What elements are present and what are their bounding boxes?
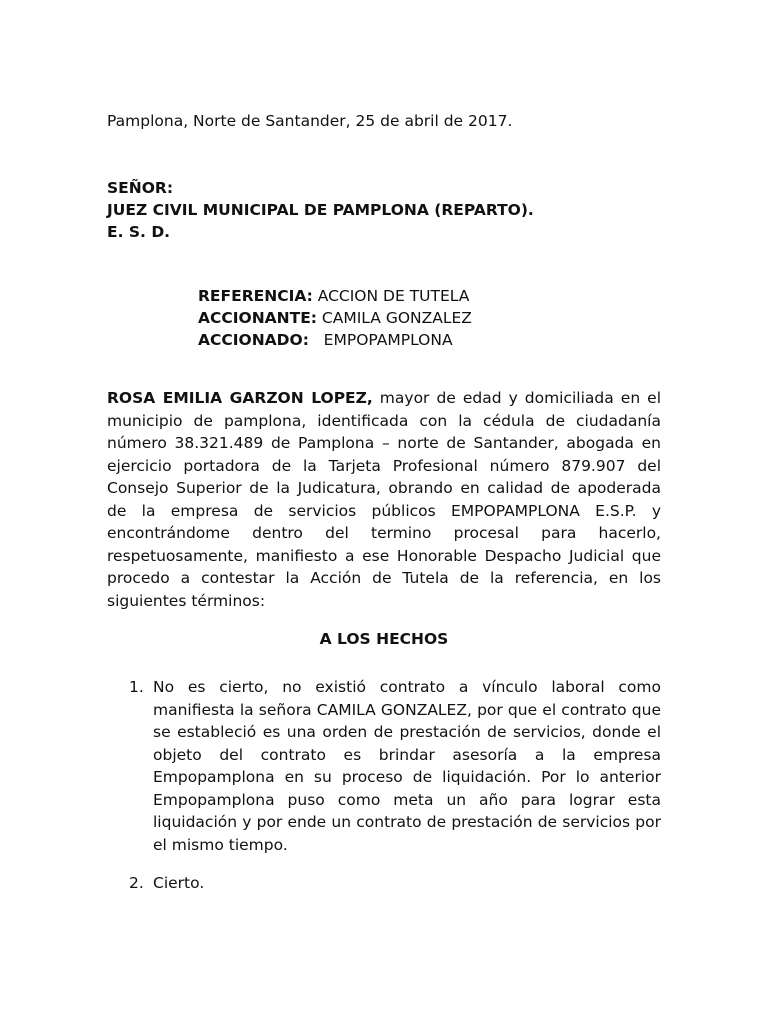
- lawyer-name: ROSA EMILIA GARZON LOPEZ,: [107, 389, 373, 407]
- facts-list-item-1: [107, 676, 661, 856]
- referencia-value: ACCION DE TUTELA: [312, 287, 470, 305]
- addressee-esd: E. S. D.: [107, 223, 171, 241]
- list-item: [107, 676, 661, 856]
- addressee-judge: JUEZ CIVIL MUNICIPAL DE PAMPLONA (REPARTO).: [107, 201, 534, 219]
- accionado-value: EMPOPAMPLONA: [308, 331, 453, 349]
- list-item-text: Cierto.: [153, 874, 205, 892]
- accionante-value: CAMILA GONZALEZ: [317, 309, 472, 327]
- addressee-salutation: SEÑOR:: [107, 179, 174, 197]
- accionado-label: ACCIONADO:: [198, 331, 309, 349]
- intro-paragraph: [107, 387, 661, 612]
- accionante-line: [198, 307, 472, 329]
- accionado-line: [198, 329, 453, 351]
- list-item-number: 1.: [129, 678, 144, 696]
- place-date-line: Pamplona, Norte de Santander, 25 de abril de 2017.: [107, 112, 513, 130]
- intro-text: mayor de edad y domiciliada en el municipio de pamplona, identificada con la cédula de ciudadanía número 38.321.489 de Pamplona – norte de Santander, abogada en ejercicio portadora de la Tarjeta Profesional número 879.907 del Consejo Superior de la Judicatura, obrando en calidad de apoderada de la empresa de servicios públicos EMPOPAMPLONA E.S.P. y encontrándome dentro del termino procesal para hacerlo, respetuosamente, manifiesto a ese Honorable Despacho Judicial que procedo a contestar la Acción de Tutela de la referencia, en los siguientes términos:: [107, 389, 661, 610]
- list-item: [107, 872, 661, 895]
- section-title: A LOS HECHOS: [319, 630, 449, 648]
- list-item-number: 2.: [129, 874, 144, 892]
- reference-line: [198, 285, 469, 307]
- referencia-label: REFERENCIA:: [198, 287, 313, 305]
- accionante-label: ACCIONANTE:: [198, 309, 317, 327]
- facts-list-item-2: [107, 872, 661, 895]
- list-item-text: No es cierto, no existió contrato a vínculo laboral como manifiesta la señora CAMILA GONZALEZ, por que el contrato que se estableció es una orden de prestación de servicios, donde el objeto del contrato es brindar asesoría a la empresa Empopamplona en su proceso de liquidación. Por lo anterior Empopamplona puso como meta un año para lograr esta liquidación y por ende un contrato de prestación de servicios por el mismo tiempo.: [153, 678, 661, 854]
